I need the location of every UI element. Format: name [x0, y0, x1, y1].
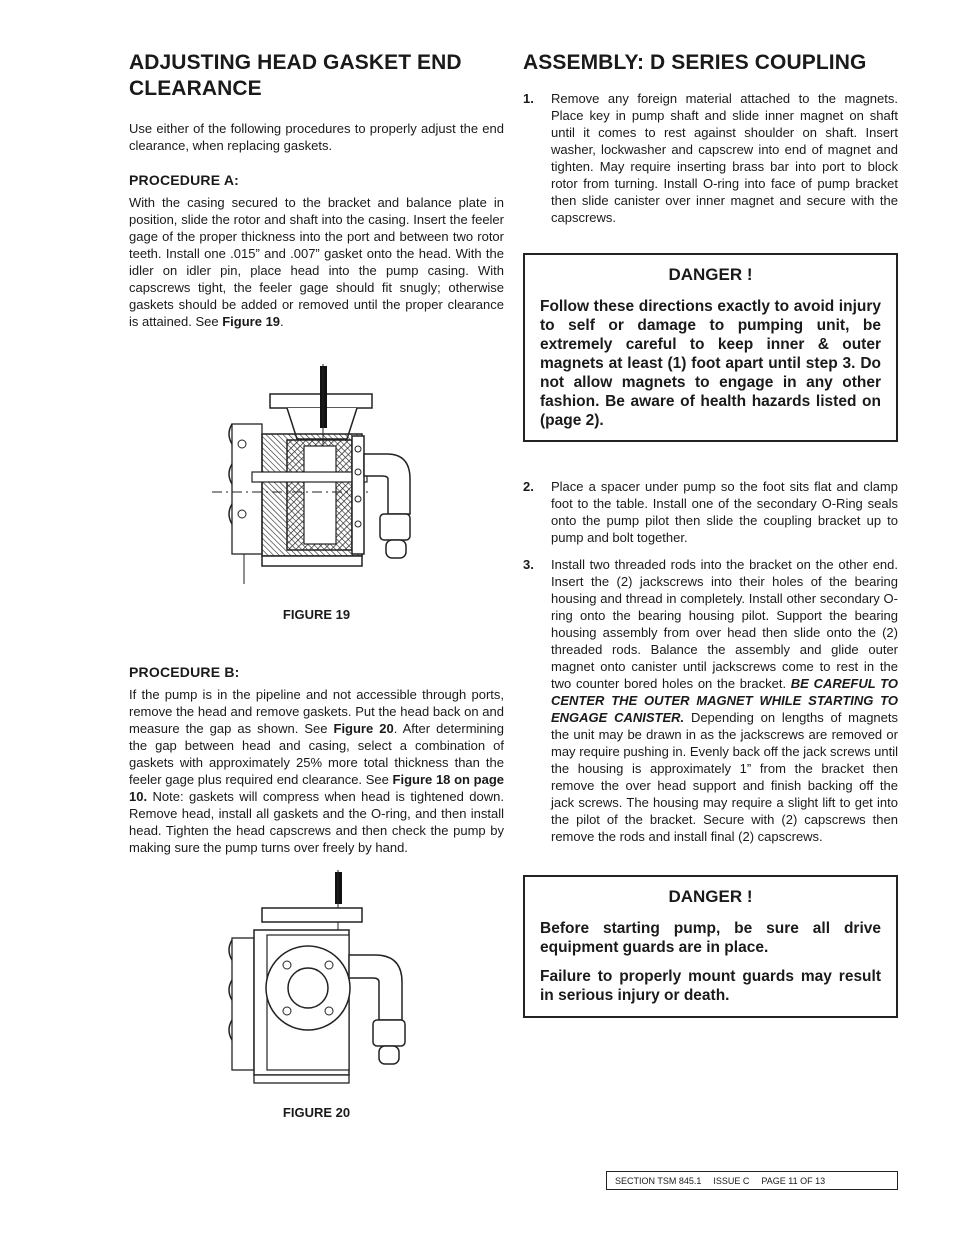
footer-page: PAGE 11 OF 13 [761, 1175, 826, 1186]
danger-title: DANGER ! [668, 887, 753, 906]
heading-adjusting-gasket: ADJUSTING HEAD GASKET END CLEARANCE [129, 51, 462, 100]
procedure-b-text-3: Note: gaskets will compress when head is tightened down. Remove head, install all gaskets and the O-ring, and then install head. Tighten the head capscrews and then check the pump by making sure the pump turns over freely by hand. [129, 789, 504, 855]
step-item [523, 556, 898, 845]
figure-20-drawing [217, 870, 417, 1098]
assembly-steps-2 [523, 478, 898, 845]
page-footer [606, 1171, 898, 1190]
procedure-b-text-2: . After determining the gap between head and casing, select a combination of gaskets with approximately 25% more total thickness than the feeler gage plus required end clearance. See [129, 721, 505, 787]
assembly-steps-1 [523, 90, 898, 226]
danger-text: Follow these directions exactly to avoid injury to self or damage to pumping unit, be extremely careful to keep inner & outer magnets at least (1) foot apart until step 3. Do not allow magnets to engage in any other fashion. Be aware of health hazards listed on (page 2). [540, 298, 881, 429]
figure-20 [217, 870, 417, 1120]
danger-text-guards: Before starting pump, be sure all drive equipment guards are in place. [540, 920, 881, 956]
procedure-b-text-1: If the pump is in the pipeline and not accessible through ports, remove the head and remove gaskets. Put the head back on and measure the gap as shown. See [129, 687, 504, 736]
figure-19-ref: Figure 19 [222, 314, 281, 329]
procedure-a-text-body: With the casing secured to the bracket and balance plate in position, slide the rotor and shaft into the casing. Insert the feeler gage of the proper thickness into the port and between two rotor teeth. Install one .015” and .007” gasket onto the head. With the idler on idler pin, place head into the pump casing. With capscrews tight, the feeler gage should fit snugly; otherwise gaskets should be added or removed until the proper clearance is attained. See [129, 195, 504, 329]
step-item [523, 478, 898, 546]
procedure-b-text [129, 686, 504, 856]
step-3-emphasis: BE CAREFUL TO CENTER THE OUTER MAGNET WHILE STARTING TO ENGAGE CANISTER. [551, 676, 898, 725]
step-item [523, 90, 898, 226]
figure-19 [212, 364, 422, 622]
step-text: Place a spacer under pump so the foot sits flat and clamp foot to the table. Install one of the secondary O-Ring seals onto the pump pilot then slide the coupling bracket up to pump and bolt together. [551, 479, 898, 545]
right-column [523, 50, 898, 1018]
heading-assembly-coupling: ASSEMBLY: D SERIES COUPLING [523, 51, 867, 74]
step-3-text-2: Depending on lengths of magnets the unit may be drawn in as the jackscrews are removed or may require pushing in. Evenly back off the jack screws until the housing is approximately 1” from the bracket then remove the over head support and finish backing off the jack screws. The housing may require a slight lift to get into the pilot of the bracket. Secure with (2) capscrews then remove the rods and install final (2) capscrews. [551, 710, 898, 844]
figure-18-ref: Figure 18 on page 10. [129, 772, 504, 804]
procedure-a-text [129, 194, 504, 330]
figure-19-caption: FIGURE 19 [282, 607, 351, 622]
step-number: 3. [523, 557, 534, 572]
step-text [551, 557, 898, 844]
danger-box-guards [523, 875, 898, 1018]
left-column [129, 50, 504, 1120]
figure-20-caption: FIGURE 20 [282, 1105, 351, 1120]
figure-20-ref: Figure 20 [333, 721, 394, 736]
danger-title: DANGER ! [668, 265, 753, 284]
procedure-a-text-end: . [280, 314, 284, 329]
footer-issue: ISSUE C [713, 1175, 750, 1186]
intro-text: Use either of the following procedures to properly adjust the end clearance, when replacing gaskets. [129, 121, 504, 153]
step-number: 2. [523, 479, 534, 494]
procedure-a-title: PROCEDURE A: [129, 172, 239, 188]
danger-text-injury: Failure to properly mount guards may result in serious injury or death. [540, 968, 881, 1004]
danger-box-magnets [523, 253, 898, 442]
step-3-text-1: Install two threaded rods into the bracket on the other end. Insert the (2) jackscrews into their holes of the bearing housing and thread in completely. Install other secondary O-ring onto the bearing housing pilot. Support the bearing housing assembly from over head then slide onto the (2) threaded rods. Balance the assembly and glide outer magnet onto canister until jackscrews come to rest in the two counter bored holes on the bracket. [551, 557, 898, 691]
step-text: Remove any foreign material attached to the magnets. Place key in pump shaft and slide inner magnet on shaft until it comes to rest against shoulder on shaft. Insert washer, lockwasher and capscrew into end of magnet and tighten. May require inserting brass bar into port to block rotor from turning. Install O-ring into face of pump bracket then slide canister over inner magnet and secure with the capscrews. [551, 91, 898, 225]
footer-section: SECTION TSM 845.1 [615, 1175, 702, 1186]
procedure-b-title: PROCEDURE B: [129, 664, 240, 680]
figure-19-drawing [212, 364, 422, 592]
step-number: 1. [523, 91, 534, 106]
